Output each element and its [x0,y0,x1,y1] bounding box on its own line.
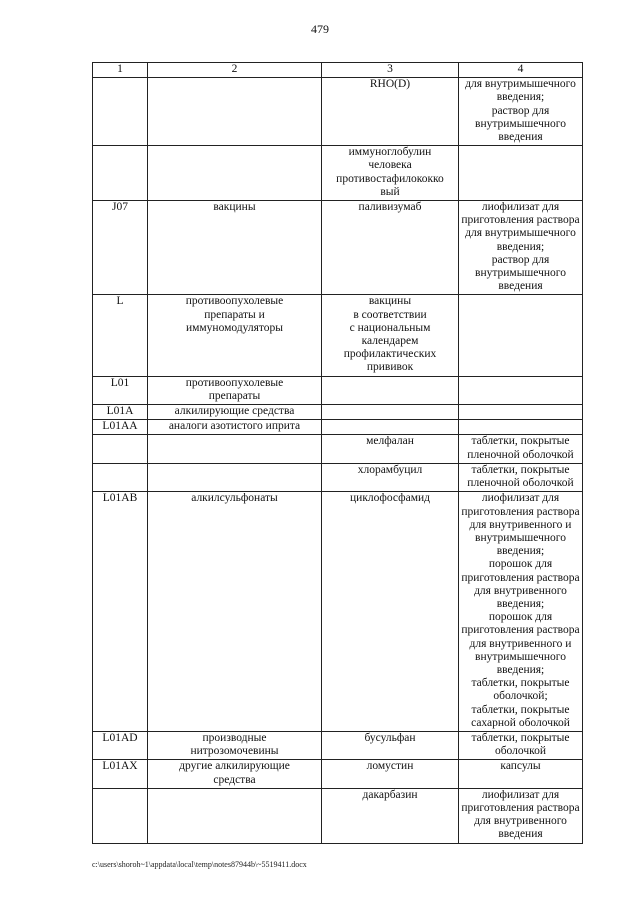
drug-name-cell: вакцины в соответствии с национальным календарем профилактических прививок [322,295,459,376]
group-name-cell: другие алкилирующие средства [148,760,322,788]
column-header: 2 [148,63,322,78]
atc-code-cell [93,78,148,146]
dosage-form-cell: для внутримышечного введения; раствор для внутримышечного введения [459,78,583,146]
page-number: 479 [311,22,329,36]
table-row [93,760,583,788]
footer-file-path: c:\users\shoroh~1\appdata\local\temp\notes87944b\~5519411.docx [92,860,307,869]
group-name-cell: вакцины [148,201,322,295]
atc-code-cell: L01AA [93,420,148,435]
dosage-form-cell [459,146,583,201]
table-row [93,405,583,420]
drug-name-cell [322,376,459,404]
atc-code-cell: L01AX [93,760,148,788]
atc-code-cell: L [93,295,148,376]
dosage-form-cell [459,405,583,420]
table-row [93,788,583,843]
group-name-cell [148,788,322,843]
atc-code-cell [93,463,148,491]
atc-code-cell: L01 [93,376,148,404]
table-row [93,376,583,404]
table-row [93,146,583,201]
drug-name-cell [322,420,459,435]
column-header: 4 [459,63,583,78]
drug-table [92,62,583,844]
group-name-cell [148,463,322,491]
drug-name-cell [322,405,459,420]
dosage-form-cell [459,376,583,404]
dosage-form-cell: капсулы [459,760,583,788]
atc-code-cell [93,146,148,201]
dosage-form-cell: лиофилизат для приготовления раствора для внутривенного и внутримышечного введения; порошок для приготовления раствора для внутривенного введения; порошок для приготовления раствора для внутривенного и внутримышечного введения; таблетки, покрытые оболочкой; таблетки, покрытые сахарной оболочкой [459,492,583,732]
table-row [93,201,583,295]
atc-code-cell: L01AB [93,492,148,732]
dosage-form-cell: таблетки, покрытые пленочной оболочкой [459,463,583,491]
drug-name-cell: мелфалан [322,435,459,463]
dosage-form-cell: лиофилизат для приготовления раствора для внутривенного введения [459,788,583,843]
atc-code-cell: J07 [93,201,148,295]
atc-code-cell [93,435,148,463]
dosage-form-cell [459,295,583,376]
table-row [93,420,583,435]
table-row [93,78,583,146]
group-name-cell [148,146,322,201]
group-name-cell: алкилирующие средства [148,405,322,420]
column-header: 3 [322,63,459,78]
dosage-form-cell: таблетки, покрытые оболочкой [459,731,583,759]
table-row [93,295,583,376]
table-row [93,492,583,732]
group-name-cell [148,78,322,146]
table-row [93,731,583,759]
atc-code-cell: L01A [93,405,148,420]
drug-name-cell: дакарбазин [322,788,459,843]
dosage-form-cell: таблетки, покрытые пленочной оболочкой [459,435,583,463]
drug-name-cell: RHO(D) [322,78,459,146]
drug-name-cell: бусульфан [322,731,459,759]
drug-name-cell: циклофосфамид [322,492,459,732]
table-row [93,463,583,491]
drug-name-cell: ломустин [322,760,459,788]
dosage-form-cell [459,420,583,435]
group-name-cell: аналоги азотистого иприта [148,420,322,435]
group-name-cell: противоопухолевые препараты [148,376,322,404]
column-header: 1 [93,63,148,78]
drug-name-cell: иммуноглобулин человека противостафилококко вый [322,146,459,201]
drug-name-cell: хлорамбуцил [322,463,459,491]
atc-code-cell [93,788,148,843]
group-name-cell [148,435,322,463]
table-header-row [93,63,583,78]
group-name-cell: алкилсульфонаты [148,492,322,732]
table-row [93,435,583,463]
group-name-cell: противоопухолевые препараты и иммуномодуляторы [148,295,322,376]
group-name-cell: производные нитрозомочевины [148,731,322,759]
dosage-form-cell: лиофилизат для приготовления раствора для внутримышечного введения; раствор для внутримышечного введения [459,201,583,295]
drug-name-cell: паливизумаб [322,201,459,295]
atc-code-cell: L01AD [93,731,148,759]
